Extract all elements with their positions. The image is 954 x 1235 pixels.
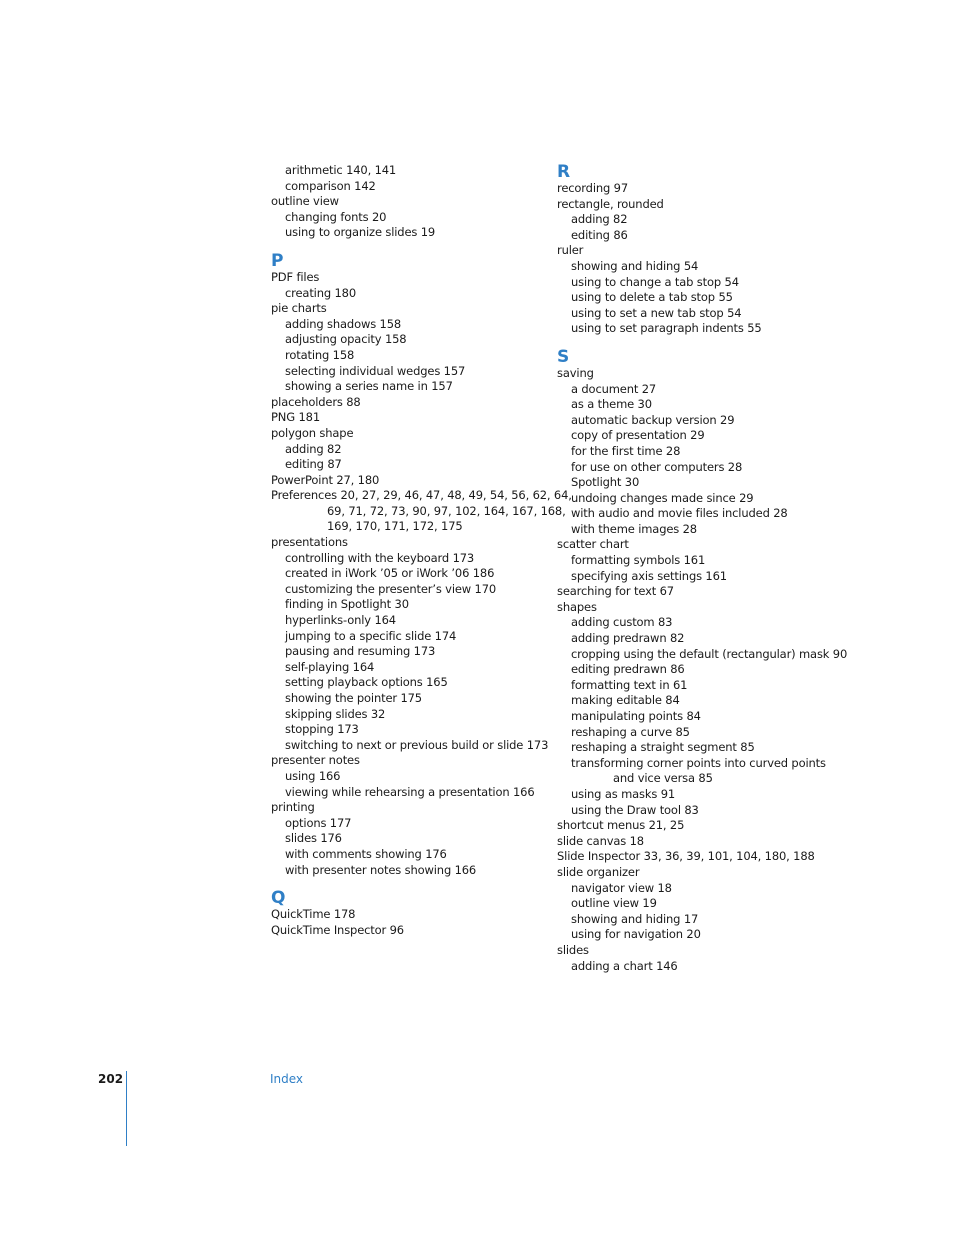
index-subentry: adding predrawn 82 [571,631,685,646]
index-subentry: showing the pointer 175 [285,691,422,705]
index-subentry: 69, 71, 72, 73, 90, 97, 102, 164, 167, 168, [327,503,566,518]
index-entry: slides [557,942,589,957]
index-subentry: navigator view 18 [571,880,672,895]
index-subentry: making editable 84 [571,693,680,708]
index-subentry: cropping using the default (rectangular) mask 90 [571,646,848,661]
index-subentry: self-playing 164 [285,659,375,674]
index-subentry: adding 82 [285,441,342,456]
index-subentry: editing predrawn 86 [571,662,685,677]
index-subentry: with audio and movie files included 28 [571,506,788,521]
index-entry: outline view [271,194,339,209]
index-entry: QuickTime Inspector 96 [271,922,404,937]
index-subentry: using for navigation 20 [571,927,701,942]
index-subentry: rotating 158 [285,347,355,362]
index-subentry: undoing changes made since 29 [571,490,754,505]
index-subentry: outline view 19 [571,896,657,911]
index-subentry: using to delete a tab stop 55 [571,290,733,305]
index-subentry: reshaping a straight segment 85 [571,740,755,755]
index-section-letter: P [271,250,284,271]
footer-divider [126,1071,127,1146]
index-subentry: stopping 173 [285,722,359,737]
index-subentry: with theme images 28 [571,521,697,536]
index-subentry: changing fonts 20 [285,209,387,224]
index-section-letter: S [557,346,570,367]
index-entry: Preferences 20, 27, 29, 46, 47, 48, 49, 54, 56, 62, 64, [271,488,572,503]
index-subentry: arithmetic 140, 141 [285,163,397,177]
index-subentry: adjusting opacity 158 [285,332,407,347]
index-subentry: specifying axis settings 161 [571,568,727,583]
index-subentry: automatic backup version 29 [571,412,735,427]
index-subentry: reshaping a curve 85 [571,724,690,739]
index-subentry: manipulating points 84 [571,709,701,723]
index-subentry: using to set paragraph indents 55 [571,321,762,336]
index-entry: rectangle, rounded [557,196,664,211]
index-subentry: created in iWork ’05 or iWork ’06 186 [285,566,495,581]
index-entry: Slide Inspector 33, 36, 39, 101, 104, 180, 188 [557,849,815,864]
index-entry: placeholders 88 [271,394,361,409]
index-entry: shortcut menus 21, 25 [557,818,685,833]
index-subentry: showing a series name in 157 [285,379,453,394]
index-subentry: formatting symbols 161 [571,553,706,568]
index-entry: printing [271,800,315,815]
index-entry: scatter chart [557,537,629,552]
index-subentry: adding custom 83 [571,615,673,630]
index-entry: PowerPoint 27, 180 [271,472,380,487]
index-subentry: controlling with the keyboard 173 [285,550,475,565]
index-subentry: editing 86 [571,227,628,242]
index-subentry: customizing the presenter’s view 170 [285,581,497,596]
index-column-right [557,163,847,974]
index-subentry: adding shadows 158 [285,316,402,331]
index-subentry: hyperlinks-only 164 [285,613,396,628]
index-subentry: options 177 [285,815,352,830]
index-subentry: comparison 142 [285,178,376,193]
index-subentry: creating 180 [285,285,357,300]
index-subentry: transforming corner points into curved points [571,755,826,770]
index-entry: slide canvas 18 [557,833,644,848]
index-entry: slide organizer [557,864,640,879]
index-section-letter: Q [271,888,286,909]
index-subentry: adding a chart 146 [571,958,678,973]
index-subentry: skipping slides 32 [285,706,386,721]
index-entry: shapes [557,599,597,614]
index-subentry: showing and hiding 54 [571,258,699,273]
index-subentry: using to organize slides 19 [285,225,436,240]
index-subentry: editing 87 [285,457,342,472]
index-subentry: as a theme 30 [571,397,652,412]
index-entry: PDF files [271,269,320,284]
index-subentry: for use on other computers 28 [571,459,743,474]
index-entry: PNG 181 [271,410,321,425]
footer-section-title: Index [270,1072,304,1086]
index-subentry: setting playback options 165 [285,675,448,690]
index-subentry: pausing and resuming 173 [285,644,436,659]
index-subentry: using to change a tab stop 54 [571,274,739,289]
index-entry: searching for text 67 [557,584,674,599]
index-entry: pie charts [271,301,327,316]
index-subentry: copy of presentation 29 [571,428,705,443]
index-entry: presentations [271,535,348,550]
index-subentry: for the first time 28 [571,443,681,458]
index-subentry: selecting individual wedges 157 [285,363,466,378]
index-subentry: showing and hiding 17 [571,911,699,926]
index-section-letter: R [557,162,570,182]
index-entry: ruler [557,243,584,258]
index-subentry: using as masks 91 [571,786,676,801]
index-subentry: slides 176 [285,831,342,846]
index-entry: polygon shape [271,425,354,440]
index-entry: recording 97 [557,181,629,195]
index-subentry: a document 27 [571,381,657,396]
index-subentry: finding in Spotlight 30 [285,597,409,612]
page-number: 202 [98,1072,124,1086]
index-subentry: adding 82 [571,212,628,227]
index-subentry: and vice versa 85 [613,771,713,786]
index-subentry: formatting text in 61 [571,677,688,692]
index-subentry: using to set a new tab stop 54 [571,305,742,320]
index-subentry: Spotlight 30 [571,475,640,490]
index-subentry: using the Draw tool 83 [571,802,699,817]
index-entry: saving [557,365,594,380]
index-subentry: jumping to a specific slide 174 [285,628,457,643]
index-subentry: using 166 [285,768,341,783]
index-subentry: with comments showing 176 [285,846,447,861]
index-entry: presenter notes [271,753,360,768]
index-subentry: with presenter notes showing 166 [285,862,477,877]
index-subentry: viewing while rehearsing a presentation 166 [285,784,535,799]
index-subentry: 169, 170, 171, 172, 175 [327,519,463,534]
index-entry: QuickTime 178 [271,907,356,922]
index-subentry: switching to next or previous build or slide 173 [285,737,549,752]
